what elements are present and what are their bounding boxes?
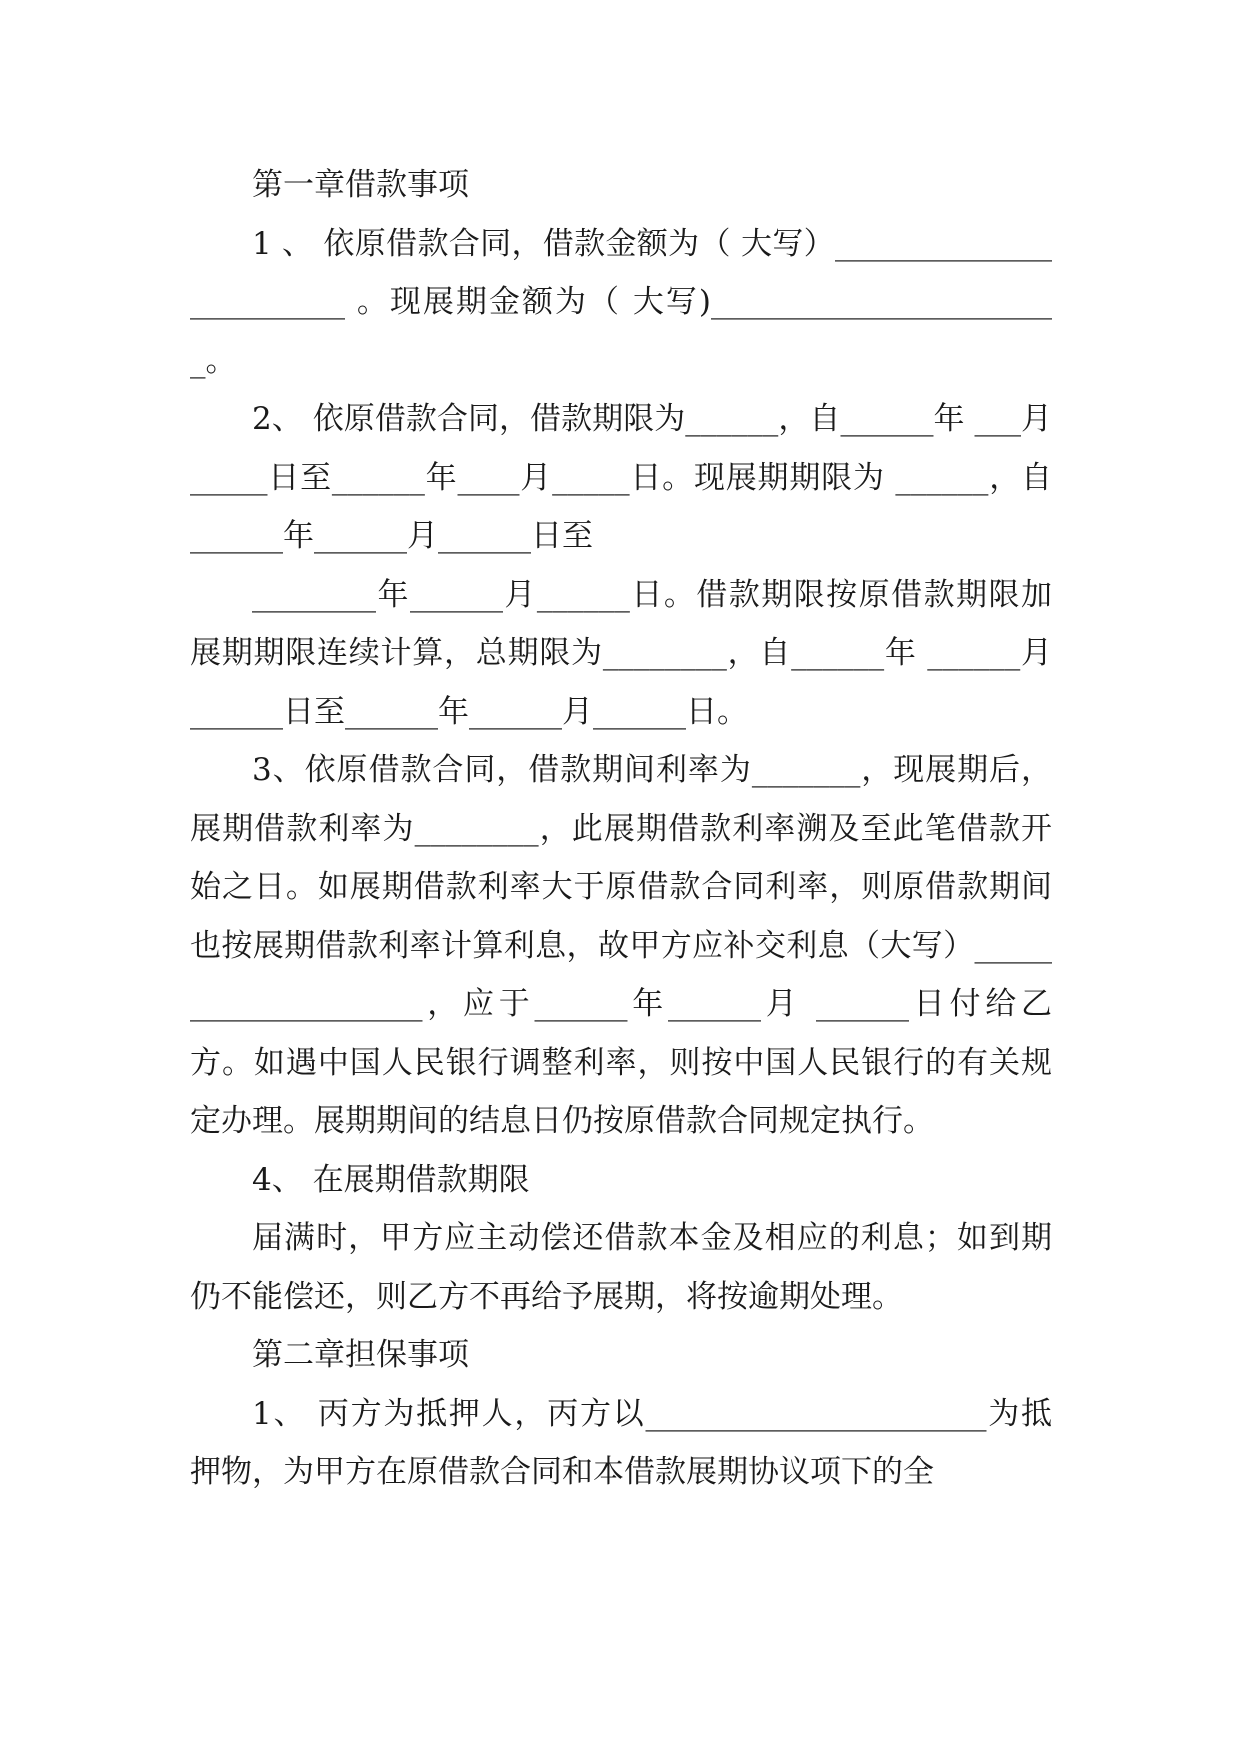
- clause-1-loan-amount: 1 、 依原借款合同，借款金额为（ 大写）________________________ 。现展期金额为（ 大写)_______________________。: [190, 225, 1052, 379]
- document-body: [190, 156, 1052, 1502]
- chapter-1-title: 第一章借款事项: [252, 167, 469, 203]
- clause-4-heading: 4、 在展期借款期限: [252, 1161, 530, 1198]
- clause-3-interest-rate: 3、依原借款合同，借款期间利率为_______，现展期后，展期借款利率为________，此展期借款利率溯及至此笔借款开始之日。如展期借款利率大于原借款合同利率，则原借款期间也按展期借款利率计算利息，故甲方应补交利息（大写）____________________，应于______年______月 ______日付给乙方。如遇中国人民银行调整利率，则按中国人民银行的有关规定办理。展期期间的结息日仍按原借款合同规定执行。: [190, 752, 1052, 1139]
- chapter-2-title: 第二章担保事项: [252, 1337, 469, 1373]
- clause-4-repayment: 届满时，甲方应主动偿还借款本金及相应的利息；如到期仍不能偿还，则乙方不再给予展期，将按逾期处理。: [190, 1220, 1052, 1315]
- chapter-2-clause-1: 1、 丙方为抵押人，丙方以______________________为抵押物，为甲方在原借款合同和本借款展期协议项下的全: [190, 1395, 1052, 1490]
- clause-2-loan-term: 2、 依原借款合同，借款期限为______，自______年 ___月_____日至______年____月_____日。现展期期限为 ______，自______年______月______日至: [190, 401, 1052, 554]
- clause-2-total-term: ________年______月______日。借款期限按原借款期限加展期期限连续计算，总期限为________，自______年 ______月______日至______年______月______日。: [190, 576, 1052, 730]
